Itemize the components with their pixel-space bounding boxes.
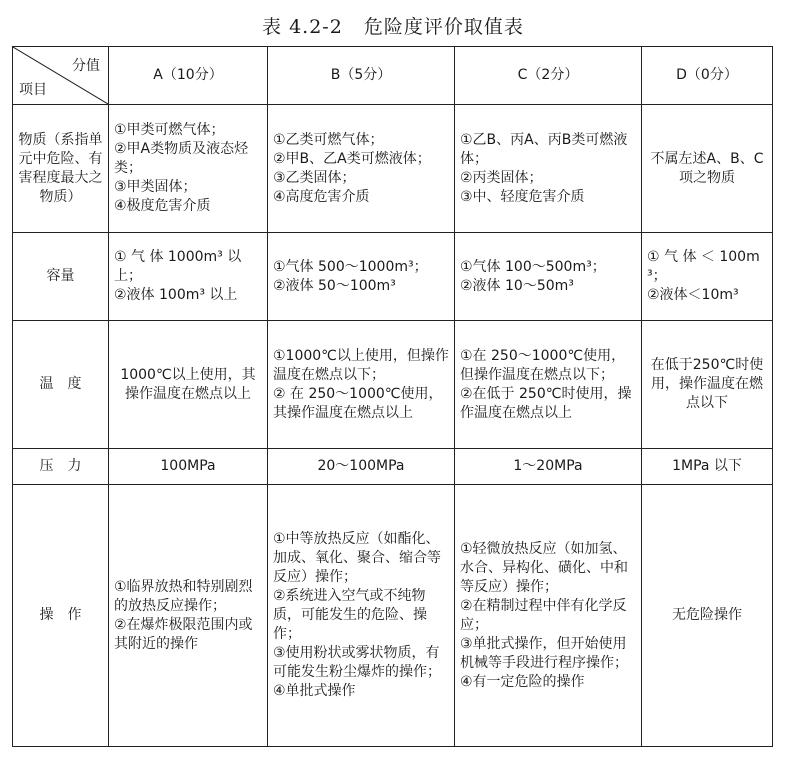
cell-line: ③甲类固体； bbox=[114, 179, 197, 195]
cell-line: ①临界放热和特别剧烈的放热反应操作； bbox=[114, 578, 253, 614]
cell-operation-b bbox=[268, 485, 455, 747]
cell-substance-c bbox=[455, 105, 642, 233]
table-row bbox=[13, 321, 773, 449]
cell-line: ②液体 10～50m³ bbox=[460, 277, 574, 294]
header-row bbox=[13, 47, 773, 105]
cell-operation-a bbox=[109, 485, 268, 747]
cell-line: ① 气 体 ＜ 100m³； bbox=[647, 249, 760, 284]
cell-operation-c bbox=[455, 485, 642, 747]
row-label-operation: 操 作 bbox=[13, 485, 109, 747]
table-row bbox=[13, 105, 773, 233]
cell-line: ④高度危害介质 bbox=[273, 188, 370, 205]
cell-line: ②在爆炸极限范围内或其附近的操作 bbox=[114, 616, 253, 652]
cell-line: ④极度危害介质 bbox=[114, 198, 211, 214]
table-row bbox=[13, 485, 773, 747]
cell-line: ④有一定危险的操作 bbox=[460, 673, 585, 690]
row-label-substance: 物质（系指单元中危险、有害程度最大之物质） bbox=[13, 105, 109, 233]
cell-line: ②在低于 250℃时使用，操作温度在燃点以上 bbox=[460, 385, 632, 421]
cell-temperature-d: 在低于250℃时使用，操作温度在燃点以下 bbox=[642, 321, 773, 449]
corner-item-label: 项目 bbox=[19, 82, 47, 98]
cell-line: ①气体 100～500m³； bbox=[460, 258, 606, 275]
cell-pressure-d: 1MPa 以下 bbox=[642, 449, 773, 485]
row-label-temperature: 温 度 bbox=[13, 321, 109, 449]
table-row bbox=[13, 233, 773, 321]
cell-substance-d: 不属左述A、B、C项之物质 bbox=[642, 105, 773, 233]
cell-pressure-a: 100MPa bbox=[109, 449, 268, 485]
row-label-capacity: 容量 bbox=[13, 233, 109, 321]
column-header-d: D（0分） bbox=[642, 47, 773, 105]
column-header-b: B（5分） bbox=[268, 47, 455, 105]
cell-line: ③中、轻度危害介质 bbox=[460, 188, 585, 205]
column-header-a: A（10分） bbox=[109, 47, 268, 105]
cell-line: ②液体 100m³ 以上 bbox=[114, 287, 238, 303]
cell-capacity-d bbox=[642, 233, 773, 321]
cell-line: ②甲A类物质及液态烃类； bbox=[114, 141, 249, 176]
cell-line: ②液体＜10m³ bbox=[647, 287, 739, 303]
cell-substance-a bbox=[109, 105, 268, 233]
cell-line: ①甲类可燃气体； bbox=[114, 122, 225, 138]
table-row bbox=[13, 449, 773, 485]
cell-line: ②系统进入空气或不纯物质，可能发生的危险、操作； bbox=[273, 588, 427, 642]
cell-line: ①轻微放热反应（如加氢、水合、异构化、磺化、中和等反应）操作； bbox=[460, 540, 628, 595]
cell-temperature-c bbox=[455, 321, 642, 449]
cell-substance-b bbox=[268, 105, 455, 233]
cell-line: ②甲B、乙A类可燃液体； bbox=[273, 150, 431, 167]
table-title: 表 4.2-2 危险度评价取值表 bbox=[262, 16, 524, 38]
cell-line: ①乙类可燃气体； bbox=[273, 131, 384, 148]
corner-score-label: 分值 bbox=[72, 58, 100, 74]
cell-line: ①中等放热反应（如酯化、加成、氧化、聚合、缩合等反应）操作； bbox=[273, 531, 441, 585]
cell-capacity-b bbox=[268, 233, 455, 321]
cell-line: ③使用粉状或雾状物质，有可能发生粉尘爆炸的操作； bbox=[273, 645, 441, 680]
cell-line: ①在 250～1000℃使用，但操作温度在燃点以下； bbox=[460, 347, 626, 383]
cell-operation-d: 无危险操作 bbox=[642, 485, 773, 747]
cell-line: ③乙类固体； bbox=[273, 169, 356, 186]
risk-evaluation-table bbox=[12, 46, 773, 747]
cell-pressure-b: 20～100MPa bbox=[268, 449, 455, 485]
corner-header-cell bbox=[13, 47, 109, 105]
cell-line: ④单批式操作 bbox=[273, 683, 356, 699]
cell-line: ①乙B、丙A、丙B类可燃液体； bbox=[460, 131, 628, 167]
row-label-pressure: 压 力 bbox=[13, 449, 109, 485]
cell-capacity-c bbox=[455, 233, 642, 321]
cell-line: ② 在 250～1000℃使用，其操作温度在燃点以上 bbox=[273, 385, 443, 421]
cell-capacity-a bbox=[109, 233, 268, 321]
cell-pressure-c: 1～20MPa bbox=[455, 449, 642, 485]
cell-line: ③单批式操作，但开始使用机械等手段进行程序操作； bbox=[460, 635, 628, 671]
cell-line: ②在精制过程中伴有化学反应； bbox=[460, 597, 627, 633]
cell-temperature-a: 1000℃以上使用，其操作温度在燃点以上 bbox=[109, 321, 268, 449]
column-header-c: C（2分） bbox=[455, 47, 642, 105]
cell-line: ②液体 50～100m³ bbox=[273, 277, 396, 294]
cell-line: ②丙类固体； bbox=[460, 169, 543, 186]
cell-line: ①气体 500～1000m³； bbox=[273, 258, 428, 275]
cell-temperature-b bbox=[268, 321, 455, 449]
cell-line: ①1000℃以上使用，但操作温度在燃点以下； bbox=[273, 347, 449, 383]
cell-line: ① 气 体 1000m³ 以上； bbox=[114, 249, 242, 284]
